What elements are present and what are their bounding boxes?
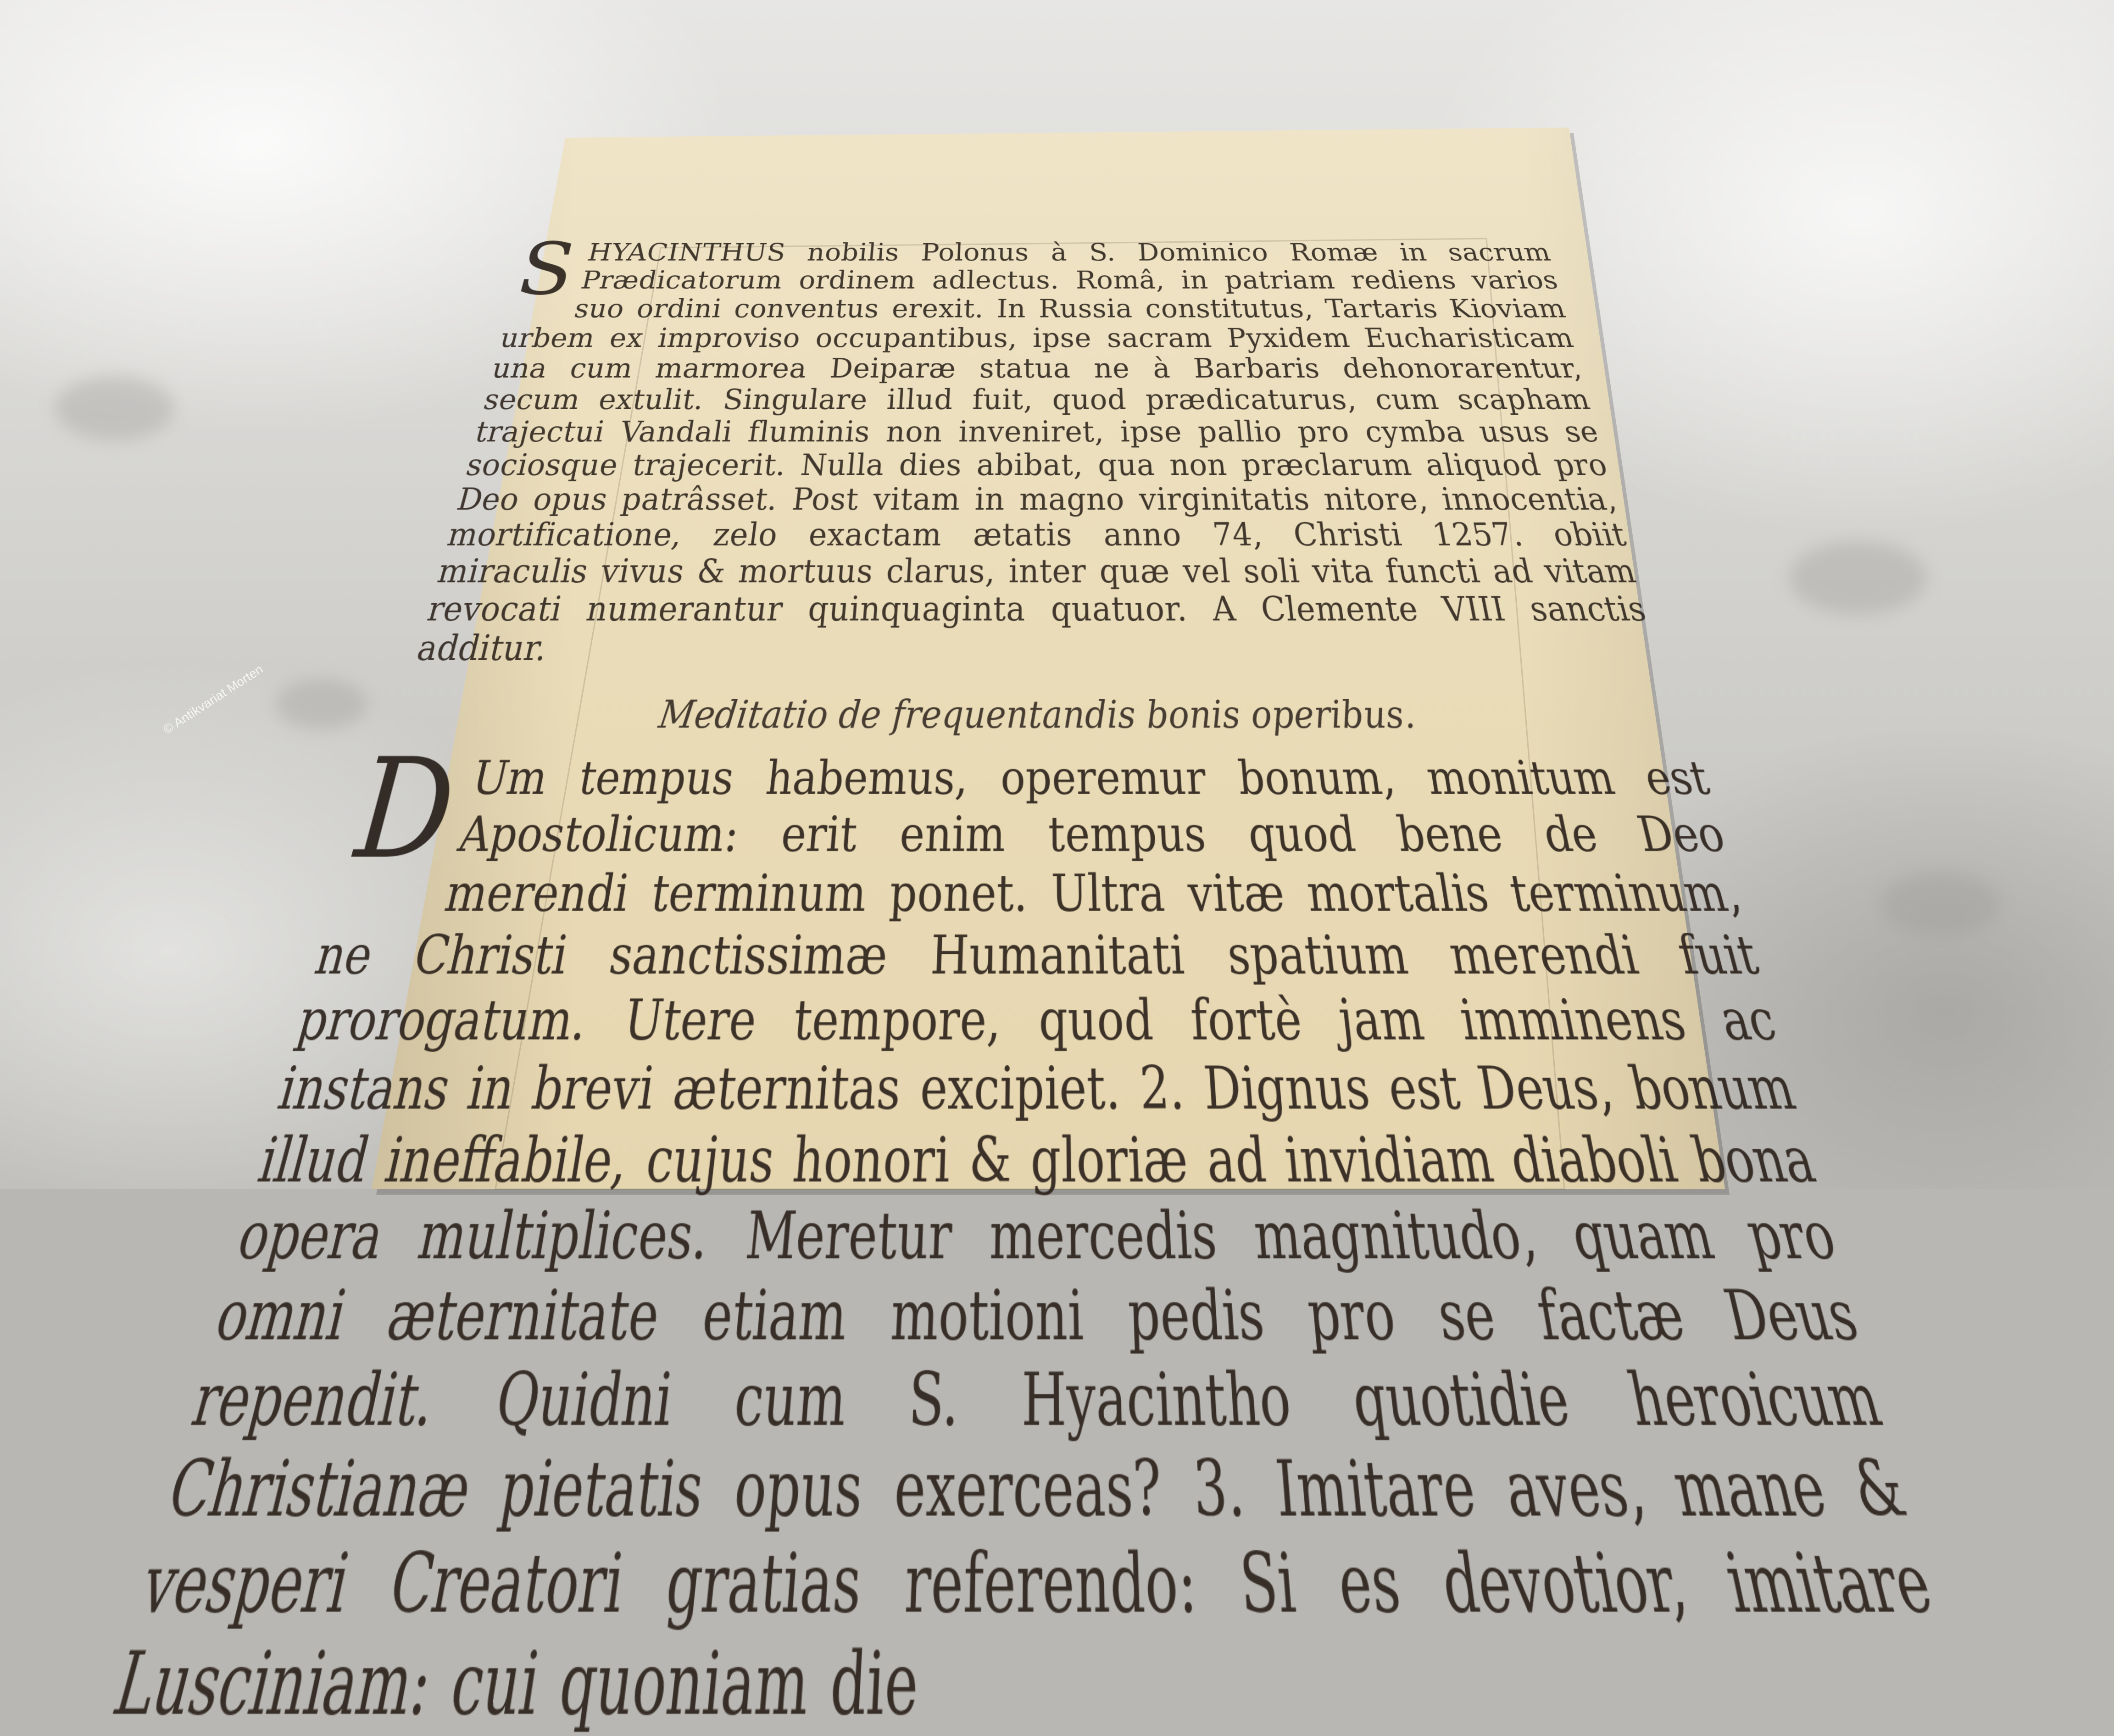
- drop-cap-d: D: [335, 731, 472, 892]
- biography-text: HYACINTHUS nobilis Polonus à S. Dominico Romæ in sacrum Prædicatorum ordinem adlectus. Româ, in patriam rediens varios suo ordini conventus erexit. In Russia constitutus, Tartaris Kioviam urbem ex improviso occupantibus, ipse sacram Pyxidem Eucharisticam una cum marmorea Deiparæ statua ne à Barbaris dehonorarentur, secum extulit. Singulare illud fuit, quod prædicaturus, cum scapham trajectui Vandali fluminis non inveniret, ipse pallio pro cymba usus se sociosque trajecerit. Nulla dies abibat, qua non præclarum aliquod pro Deo opus patrâsset. Post vitam in magno virginitatis nitore, innocentia, mortificatione, zelo exactam ætatis anno 74, Christi 1257. obiit miraculis vivus & mortuus clarus, inter quæ vel soli vita functi ad vitam revocati numerantur quinquaginta quatuor. A Clemente VIII sanctis additur.: [412, 238, 1650, 669]
- meditation-heading: Meditatio de frequentandis bonis operibus.: [656, 692, 1418, 738]
- meditation-paragraph: [71, 731, 2003, 1736]
- watermark: © Antikvariat Morten: [161, 662, 266, 737]
- meditation-text: Um tempus habemus, operemur bonum, monitum est Apostolicum: erit enim tempus quod bene de Deo merendi terminum ponet. Ultra vitæ mortalis terminum, ne Christi sanctissimæ Humanitati spatium merendi fuit prorogatum. Utere tempore, quod fortè jam imminens ac instans in brevi æternitas excipiet. 2. Dignus est Deus, bonum illud ineffabile, cujus honori & gloriæ ad invidiam diaboli bona opera multiplices. Meretur mercedis magnitudo, quam pro omni æternitate etiam motioni pedis pro se factæ Deus rependit. Quidni cum S. Hyacintho quotidie heroicum Christianæ pietatis opus exerceas? 3. Imitare aves, mane & vesperi Creatori gratias referendo: Si es devotior, imitare Lusciniam: cui quoniam die: [103, 750, 1942, 1736]
- biography-paragraph: [374, 228, 1700, 669]
- drop-cap-s: S: [508, 228, 584, 312]
